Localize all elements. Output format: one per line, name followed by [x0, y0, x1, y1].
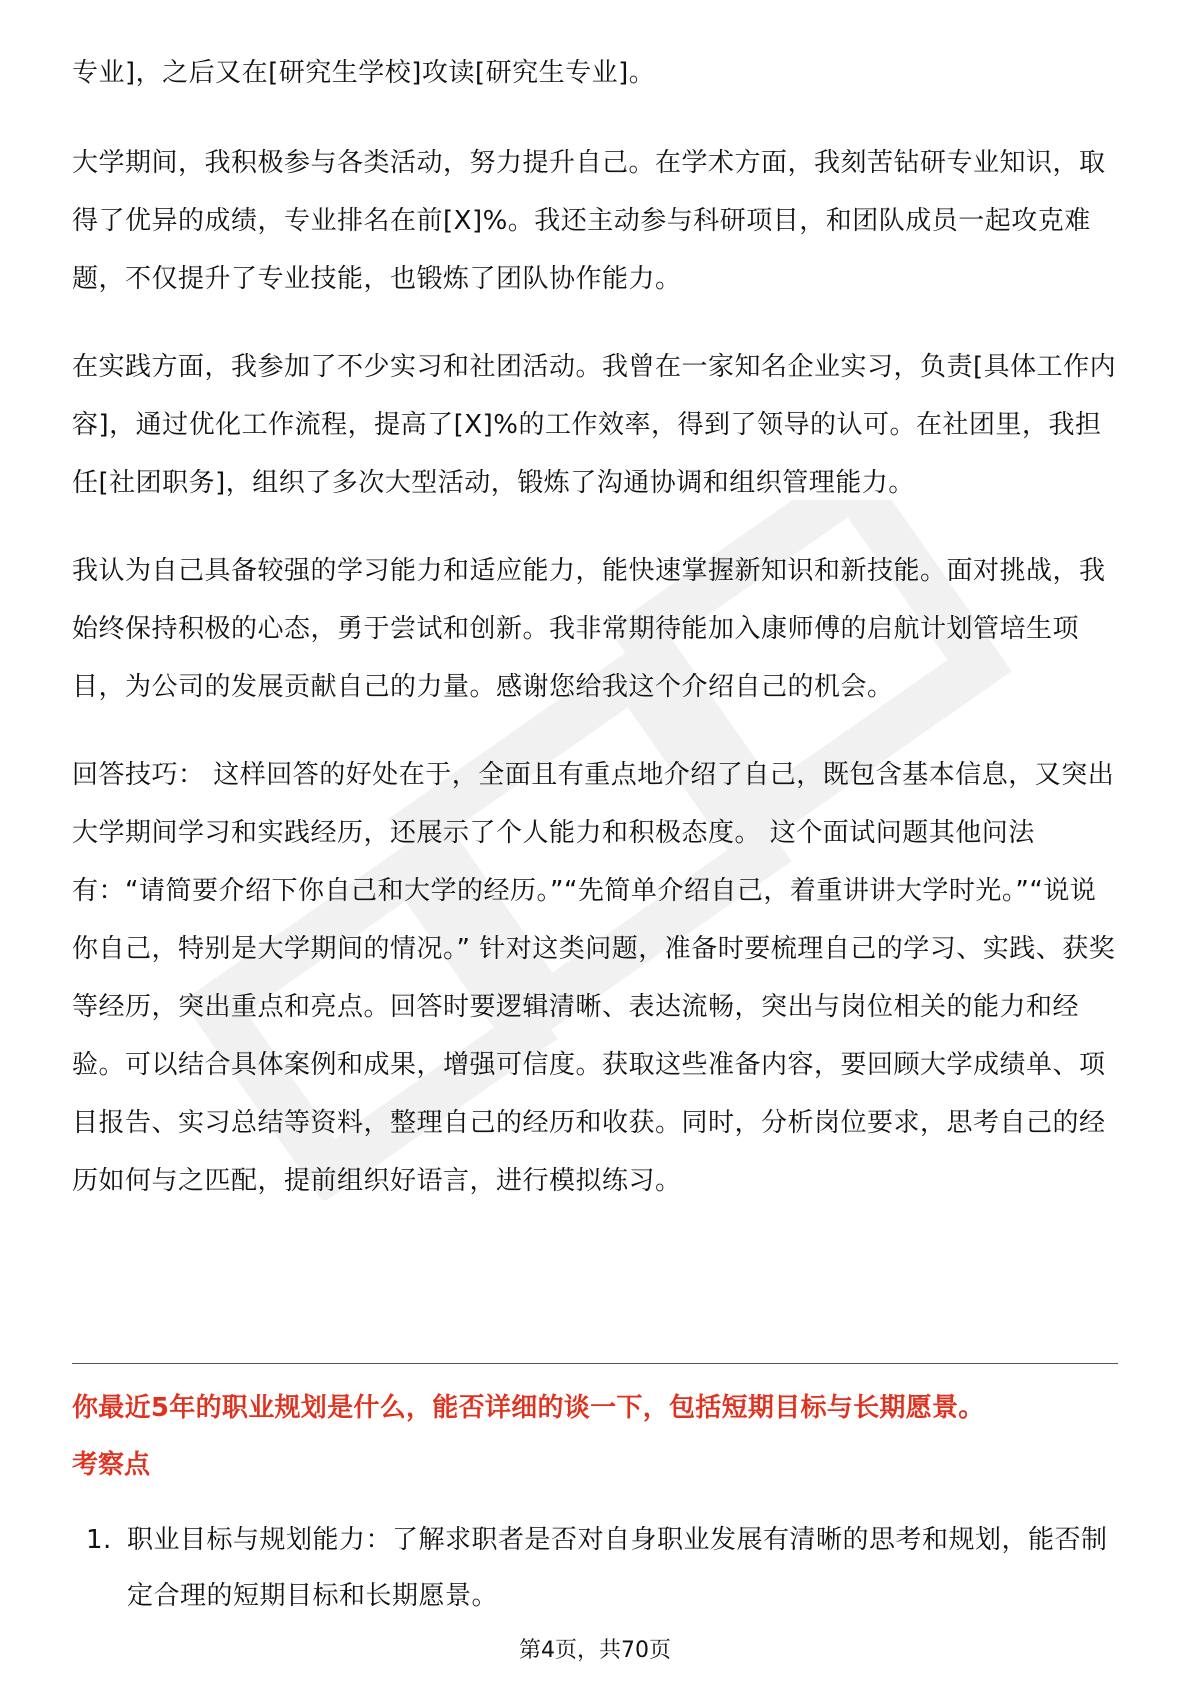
question-title: 你最近5年的职业规划是什么，能否详细的谈一下，包括短期目标与长期愿景。: [72, 1393, 985, 1423]
assessment-points-list: [72, 1512, 1118, 1624]
paragraph-intro-end: 专业]，之后又在[研究生学校]攻读[研究生专业]。: [72, 58, 656, 88]
section-divider: [72, 1363, 1118, 1364]
paragraph-academics: 大学期间，我积极参与各类活动，努力提升自己。在学术方面，我刻苦钻研专业知识，取得了优异的成绩，专业排名在前[X]%。我还主动参与科研项目，和团队成员一起攻克难题，不仅提升了专业技能，也锻炼了团队协作能力。: [72, 148, 1106, 294]
page-footer: 第4页，共70页: [519, 1638, 671, 1663]
paragraph-closing: 我认为自己具备较强的学习能力和适应能力，能快速掌握新知识和新技能。面对挑战，我始终保持积极的心态，勇于尝试和创新。我非常期待能加入康师傅的启航计划管培生项目，为公司的发展贡献自己的力量。感谢您给我这个介绍自己的机会。: [72, 556, 1106, 702]
question-subheading: 考察点: [72, 1450, 151, 1480]
list-item-number: 1.: [86, 1525, 112, 1555]
paragraph-answer-tips: 回答技巧： 这样回答的好处在于，全面且有重点地介绍了自己，既包含基本信息，又突出大学期间学习和实践经历，还展示了个人能力和积极态度。 这个面试问题其他问法有：“请简要介绍下你自己和大学的经历。”“先简单介绍自己，着重讲讲大学时光。”“说说你自己，特别是大学期间的情况。” 针对这类问题，准备时要梳理自己的学习、实践、获奖等经历，突出重点和亮点。回答时要逻辑清晰、表达流畅，突出与岗位相关的能力和经验。可以结合具体案例和成果，增强可信度。获取这些准备内容，要回顾大学成绩单、项目报告、实习总结等资料，整理自己的经历和收获。同时，分析岗位要求，思考自己的经历如何与之匹配，提前组织好语言，进行模拟练习。: [72, 760, 1116, 1196]
paragraph-practice: 在实践方面，我参加了不少实习和社团活动。我曾在一家知名企业实习，负责[具体工作内容]，通过优化工作流程，提高了[X]%的工作效率，得到了领导的认可。在社团里，我担任[社团职务]，组织了多次大型活动，锻炼了沟通协调和组织管理能力。: [72, 352, 1117, 498]
body-text: [72, 44, 1118, 1240]
list-item: [72, 1512, 1118, 1624]
list-item-text: 职业目标与规划能力：了解求职者是否对自身职业发展有清晰的思考和规划，能否制定合理的短期目标和长期愿景。: [127, 1525, 1108, 1611]
